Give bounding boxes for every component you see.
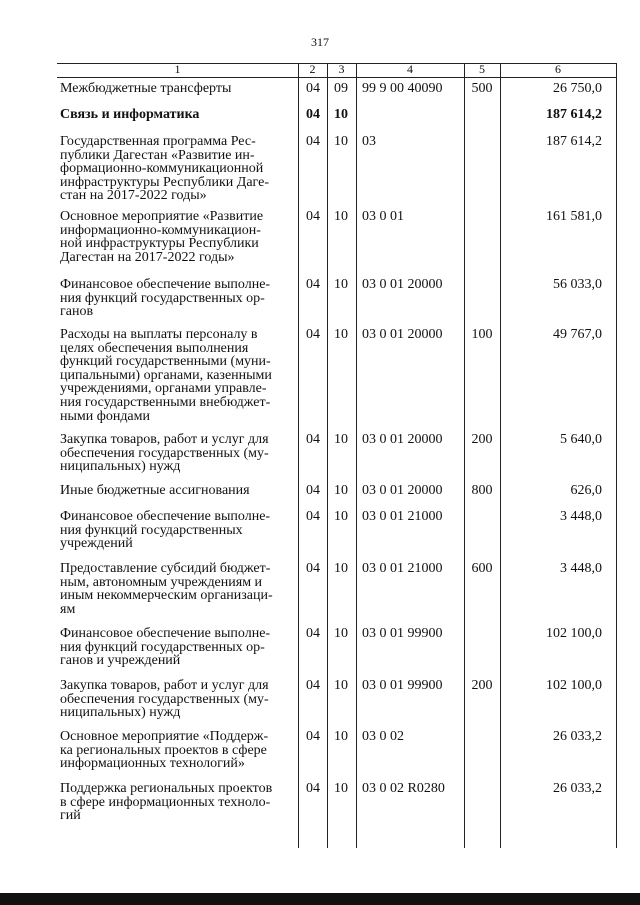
column-divider-5 [500, 63, 501, 848]
header-col-4: 4 [407, 62, 413, 76]
row-amount: 26 750,0 [553, 81, 602, 96]
column-divider-2 [327, 63, 328, 848]
row-subsection-code: 10 [334, 432, 348, 447]
description-line: Предоставление субсидий бюджет- [60, 561, 271, 576]
row-description [60, 278, 300, 319]
description-line: Финансовое обеспечение выполне- [60, 509, 271, 524]
row-description [60, 627, 300, 668]
row-target-article: 03 0 02 R0280 [362, 781, 445, 796]
row-section-code: 04 [306, 781, 320, 796]
description-line: иным некоммерческим организаци- [60, 588, 273, 604]
row-expense-type: 600 [471, 561, 493, 576]
row-section-code: 04 [306, 134, 320, 149]
row-description [60, 210, 300, 264]
row-description [60, 562, 300, 616]
row-subsection-code: 10 [334, 107, 348, 122]
row-amount: 5 640,0 [560, 432, 602, 447]
row-subsection-code: 10 [334, 729, 348, 744]
header-col-2: 2 [309, 62, 316, 76]
row-section-code: 04 [306, 432, 320, 447]
row-target-article: 03 0 01 99900 [362, 678, 443, 693]
row-amount: 102 100,0 [546, 678, 602, 693]
description-line: учреждений [60, 536, 133, 552]
row-description [60, 108, 300, 122]
row-amount: 26 033,2 [553, 729, 602, 744]
row-section-code: 04 [306, 327, 320, 342]
row-description [60, 328, 300, 423]
row-description [60, 433, 300, 474]
description-line: обеспечения государственных (му- [60, 691, 269, 707]
description-line: ния функций государственных ор- [60, 639, 265, 655]
description-line: ным, автономным учреждениям и [60, 574, 263, 590]
column-divider-4 [464, 63, 465, 848]
page-number: 317 [311, 35, 329, 49]
description-line: Государственная программа Рес- [60, 134, 256, 149]
row-subsection-code: 10 [334, 134, 348, 149]
row-description [60, 782, 300, 823]
description-line: ния функций государственных [60, 522, 243, 538]
row-subsection-code: 09 [334, 81, 348, 96]
header-bottom-border [57, 77, 617, 78]
row-description [60, 679, 300, 720]
header-col-5: 5 [479, 62, 485, 76]
row-expense-type: 200 [471, 678, 493, 693]
description-line: Закупка товаров, работ и услуг для [60, 432, 269, 447]
row-section-code: 04 [306, 483, 320, 498]
row-section-code: 04 [306, 561, 320, 576]
description-line: учреждениями, органами управле- [60, 381, 267, 397]
row-amount: 626,0 [570, 483, 602, 498]
row-section-code: 04 [306, 209, 320, 224]
row-target-article: 03 0 01 21000 [362, 509, 443, 524]
description-line: ципальными) органами, казенными [60, 367, 272, 383]
row-target-article: 99 9 00 40090 [362, 81, 443, 96]
row-amount: 26 033,2 [553, 781, 602, 796]
description-line: стан на 2017-2022 годы» [60, 188, 207, 204]
row-amount: 102 100,0 [546, 626, 602, 641]
row-amount: 187 614,2 [546, 107, 602, 122]
description-line: Финансовое обеспечение выполне- [60, 626, 271, 641]
row-description [60, 730, 300, 771]
row-section-code: 04 [306, 81, 320, 96]
row-subsection-code: 10 [334, 509, 348, 524]
description-line: ниципальных) нужд [60, 705, 181, 721]
description-line: формационно-коммуникационной [60, 161, 264, 177]
description-line: Межбюджетные трансферты [60, 81, 232, 96]
row-amount: 3 448,0 [560, 509, 602, 524]
description-line: Финансовое обеспечение выполне- [60, 277, 271, 292]
row-target-article: 03 0 01 [362, 209, 404, 224]
description-line: информационных технологий» [60, 756, 245, 772]
row-subsection-code: 10 [334, 561, 348, 576]
description-line: ганов [60, 304, 94, 320]
row-section-code: 04 [306, 509, 320, 524]
row-target-article: 03 0 01 20000 [362, 483, 443, 498]
description-line: Связь и информатика [60, 107, 200, 122]
row-target-article: 03 0 02 [362, 729, 404, 744]
description-line: Основное мероприятие «Поддерж- [60, 729, 269, 744]
description-line: в сфере информационных техноло- [60, 794, 271, 810]
row-target-article: 03 0 01 99900 [362, 626, 443, 641]
description-line: Расходы на выплаты персоналу в [60, 327, 258, 342]
row-description [60, 82, 300, 96]
description-line: ниципальных) нужд [60, 459, 181, 475]
description-line: публики Дагестан «Развитие ин- [60, 147, 255, 163]
description-line: ния государственными внебюджет- [60, 394, 271, 410]
row-subsection-code: 10 [334, 626, 348, 641]
row-subsection-code: 10 [334, 277, 348, 292]
description-line: информационно-коммуникацион- [60, 222, 261, 238]
row-section-code: 04 [306, 277, 320, 292]
row-subsection-code: 10 [334, 781, 348, 796]
description-line: Закупка товаров, работ и услуг для [60, 678, 269, 693]
row-description [60, 135, 300, 203]
row-target-article: 03 0 01 20000 [362, 327, 443, 342]
row-expense-type: 800 [471, 483, 493, 498]
row-section-code: 04 [306, 626, 320, 641]
row-target-article: 03 [362, 134, 376, 149]
row-amount: 3 448,0 [560, 561, 602, 576]
row-amount: 187 614,2 [546, 134, 602, 149]
description-line: Дагестан на 2017-2022 годы» [60, 249, 235, 265]
row-amount: 56 033,0 [553, 277, 602, 292]
description-line: ка региональных проектов в сфере [60, 742, 267, 758]
description-line: ной инфраструктуры Республики [60, 236, 259, 252]
header-col-6: 6 [555, 62, 561, 76]
row-amount: 49 767,0 [553, 327, 602, 342]
column-divider-6 [616, 63, 617, 848]
description-line: Поддержка региональных проектов [60, 781, 273, 796]
row-subsection-code: 10 [334, 678, 348, 693]
description-line: инфраструктуры Республики Даге- [60, 174, 269, 190]
row-expense-type: 500 [471, 81, 493, 96]
row-expense-type: 200 [471, 432, 493, 447]
description-line: Иные бюджетные ассигнования [60, 483, 250, 498]
row-target-article: 03 0 01 21000 [362, 561, 443, 576]
row-description [60, 484, 300, 498]
description-line: ганов и учреждений [60, 653, 181, 669]
header-col-1: 1 [174, 62, 181, 76]
row-target-article: 03 0 01 20000 [362, 277, 443, 292]
description-line: целях обеспечения выполнения [60, 340, 249, 356]
row-section-code: 04 [306, 678, 320, 693]
description-line: обеспечения государственных (му- [60, 445, 269, 461]
description-line: ными фондами [60, 408, 151, 424]
column-divider-3 [356, 63, 357, 848]
scan-edge-bar [0, 893, 640, 905]
description-line: функций государственными (муни- [60, 354, 271, 370]
row-description [60, 510, 300, 551]
header-col-3: 3 [338, 62, 345, 76]
row-subsection-code: 10 [334, 209, 348, 224]
row-amount: 161 581,0 [546, 209, 602, 224]
row-target-article: 03 0 01 20000 [362, 432, 443, 447]
description-line: ния функций государственных ор- [60, 290, 265, 306]
row-subsection-code: 10 [334, 483, 348, 498]
row-section-code: 04 [306, 729, 320, 744]
description-line: Основное мероприятие «Развитие [60, 209, 264, 224]
row-expense-type: 100 [471, 327, 493, 342]
description-line: гий [60, 808, 81, 824]
row-section-code: 04 [306, 107, 320, 122]
description-line: ям [60, 601, 76, 617]
row-subsection-code: 10 [334, 327, 348, 342]
